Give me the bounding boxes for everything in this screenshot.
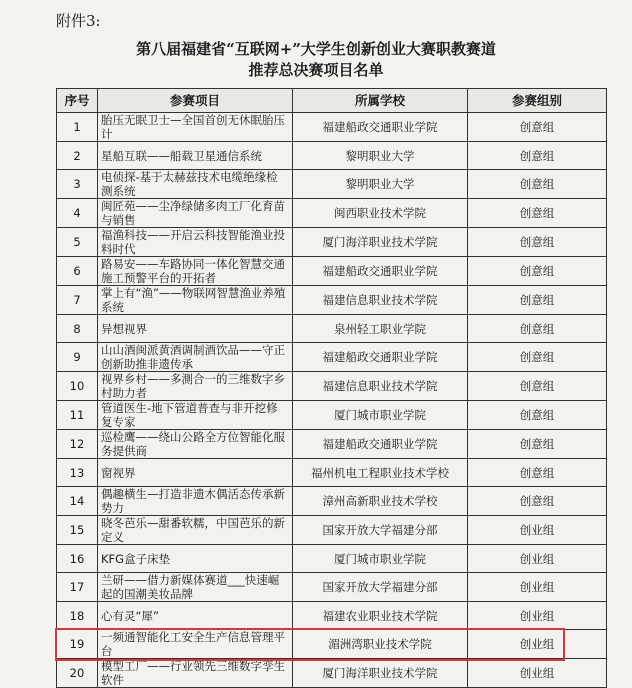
- cell-no: 12: [57, 430, 98, 459]
- cell-no: 11: [57, 401, 98, 430]
- cell-group: 创业组: [468, 630, 607, 659]
- table-row: [57, 401, 607, 430]
- cell-school: 黎明职业大学: [293, 170, 468, 199]
- cell-school: 厦门海洋职业技术学院: [293, 228, 468, 257]
- table-row: [57, 142, 607, 170]
- cell-school: 闽西职业技术学院: [293, 199, 468, 228]
- cell-project: 闽匠苑——尘净绿储多肉工厂化育苗与销售: [98, 199, 293, 228]
- cell-project: 心有灵“犀”: [98, 602, 293, 630]
- cell-group: 创意组: [468, 401, 607, 430]
- cell-school: 国家开放大学福建分部: [293, 516, 468, 545]
- cell-project: 福渔科技——开启云科技智能渔业投料时代: [98, 228, 293, 257]
- cell-project: KFG盒子床垫: [98, 545, 293, 573]
- table-row: [57, 430, 607, 459]
- table-row: [57, 630, 607, 659]
- cell-group: 创业组: [468, 516, 607, 545]
- table-row: [57, 659, 607, 688]
- cell-school: 福建船政交通职业学院: [293, 430, 468, 459]
- cell-group: 创意组: [468, 113, 607, 142]
- cell-group: 创意组: [468, 343, 607, 372]
- table-row: [57, 459, 607, 487]
- cell-project: 偶趣横生—打造非遗木偶活态传承新势力: [98, 487, 293, 516]
- cell-project: 路易安——车路协同一体化智慧交通施工预警平台的开拓者: [98, 257, 293, 286]
- cell-project: 山山酒闽派黄酒调制酒饮品——守正创新助推非遗传承: [98, 343, 293, 372]
- cell-project: 一频通智能化工安全生产信息管理平台: [98, 630, 293, 659]
- cell-project: 电侦探-基于太赫兹技术电缆绝缘检测系统: [98, 170, 293, 199]
- cell-no: 9: [57, 343, 98, 372]
- cell-no: 5: [57, 228, 98, 257]
- cell-group: 创业组: [468, 573, 607, 602]
- table-row: [57, 487, 607, 516]
- cell-project: 兰研——借力新媒体赛道___快速崛起的国潮美妆品牌: [98, 573, 293, 602]
- cell-project: 掌上有“渔”——物联网智慧渔业养殖系统: [98, 286, 293, 315]
- cell-project: 管道医生-地下管道普查与非开挖修复专家: [98, 401, 293, 430]
- cell-school: 福建信息职业技术学院: [293, 372, 468, 401]
- cell-project: 模型工厂——行业领先三维数字孪生软件: [98, 659, 293, 688]
- cell-group: 创意组: [468, 170, 607, 199]
- cell-group: 创意组: [468, 142, 607, 170]
- header-project: 参赛项目: [98, 89, 293, 113]
- cell-project: 巡检鹰——绕山公路全方位智能化服务提供商: [98, 430, 293, 459]
- table-row: [57, 228, 607, 257]
- cell-group: 创业组: [468, 602, 607, 630]
- cell-school: 福建船政交通职业学院: [293, 343, 468, 372]
- table-row: [57, 257, 607, 286]
- table-header-row: [57, 89, 607, 113]
- cell-school: 福建农业职业技术学院: [293, 602, 468, 630]
- header-no: 序号: [57, 89, 98, 113]
- cell-group: 创意组: [468, 228, 607, 257]
- header-group: 参赛组别: [468, 89, 607, 113]
- cell-school: 厦门城市职业学院: [293, 545, 468, 573]
- cell-project: 窗视界: [98, 459, 293, 487]
- cell-school: 福建船政交通职业学院: [293, 113, 468, 142]
- cell-no: 4: [57, 199, 98, 228]
- cell-group: 创意组: [468, 487, 607, 516]
- table-row: [57, 372, 607, 401]
- cell-project: 视界乡村——多測合一的三维数字乡村助力者: [98, 372, 293, 401]
- cell-no: 3: [57, 170, 98, 199]
- cell-project: 星船互联——船载卫星通信系统: [98, 142, 293, 170]
- cell-no: 13: [57, 459, 98, 487]
- cell-no: 18: [57, 602, 98, 630]
- cell-group: 创意组: [468, 315, 607, 343]
- cell-no: 2: [57, 142, 98, 170]
- cell-school: 福建船政交通职业学院: [293, 257, 468, 286]
- header-school: 所属学校: [293, 89, 468, 113]
- cell-school: 国家开放大学福建分部: [293, 573, 468, 602]
- cell-project: 胎压无眠卫士—全国首创无休眠胎压计: [98, 113, 293, 142]
- cell-group: 创意组: [468, 430, 607, 459]
- cell-no: 1: [57, 113, 98, 142]
- cell-no: 7: [57, 286, 98, 315]
- cell-no: 19: [57, 630, 98, 659]
- cell-group: 创意组: [468, 199, 607, 228]
- cell-group: 创业组: [468, 659, 607, 688]
- table-row: [57, 199, 607, 228]
- document-subtitle: 推荐总决赛项目名单: [248, 61, 384, 79]
- table-row: [57, 602, 607, 630]
- document-title: 第八届福建省“互联网+”大学生创新创业大赛职教赛道: [136, 40, 496, 58]
- cell-no: 15: [57, 516, 98, 545]
- cell-no: 16: [57, 545, 98, 573]
- cell-project: 晓冬芭乐—甜番软糯，中国芭乐的新定义: [98, 516, 293, 545]
- cell-no: 20: [57, 659, 98, 688]
- cell-school: 黎明职业大学: [293, 142, 468, 170]
- table-row: [57, 286, 607, 315]
- cell-no: 14: [57, 487, 98, 516]
- cell-group: 创业组: [468, 545, 607, 573]
- attachment-label: 附件3:: [56, 12, 101, 30]
- cell-no: 8: [57, 315, 98, 343]
- cell-group: 创意组: [468, 286, 607, 315]
- cell-school: 漳州高新职业技术学校: [293, 487, 468, 516]
- table-row: [57, 113, 607, 142]
- cell-group: 创意组: [468, 372, 607, 401]
- table-row: [57, 545, 607, 573]
- cell-school: 福州机电工程职业技术学校: [293, 459, 468, 487]
- cell-no: 6: [57, 257, 98, 286]
- cell-school: 厦门海洋职业技术学院: [293, 659, 468, 688]
- cell-school: 湄洲湾职业技术学院: [293, 630, 468, 659]
- cell-no: 17: [57, 573, 98, 602]
- cell-group: 创意组: [468, 257, 607, 286]
- table-row: [57, 343, 607, 372]
- table-row: [57, 573, 607, 602]
- table-row: [57, 315, 607, 343]
- cell-school: 厦门城市职业学院: [293, 401, 468, 430]
- cell-group: 创意组: [468, 459, 607, 487]
- cell-project: 异想视界: [98, 315, 293, 343]
- cell-no: 10: [57, 372, 98, 401]
- table-row: [57, 170, 607, 199]
- cell-school: 泉州轻工职业学院: [293, 315, 468, 343]
- project-table: [56, 88, 607, 688]
- cell-school: 福建信息职业技术学院: [293, 286, 468, 315]
- table-row: [57, 516, 607, 545]
